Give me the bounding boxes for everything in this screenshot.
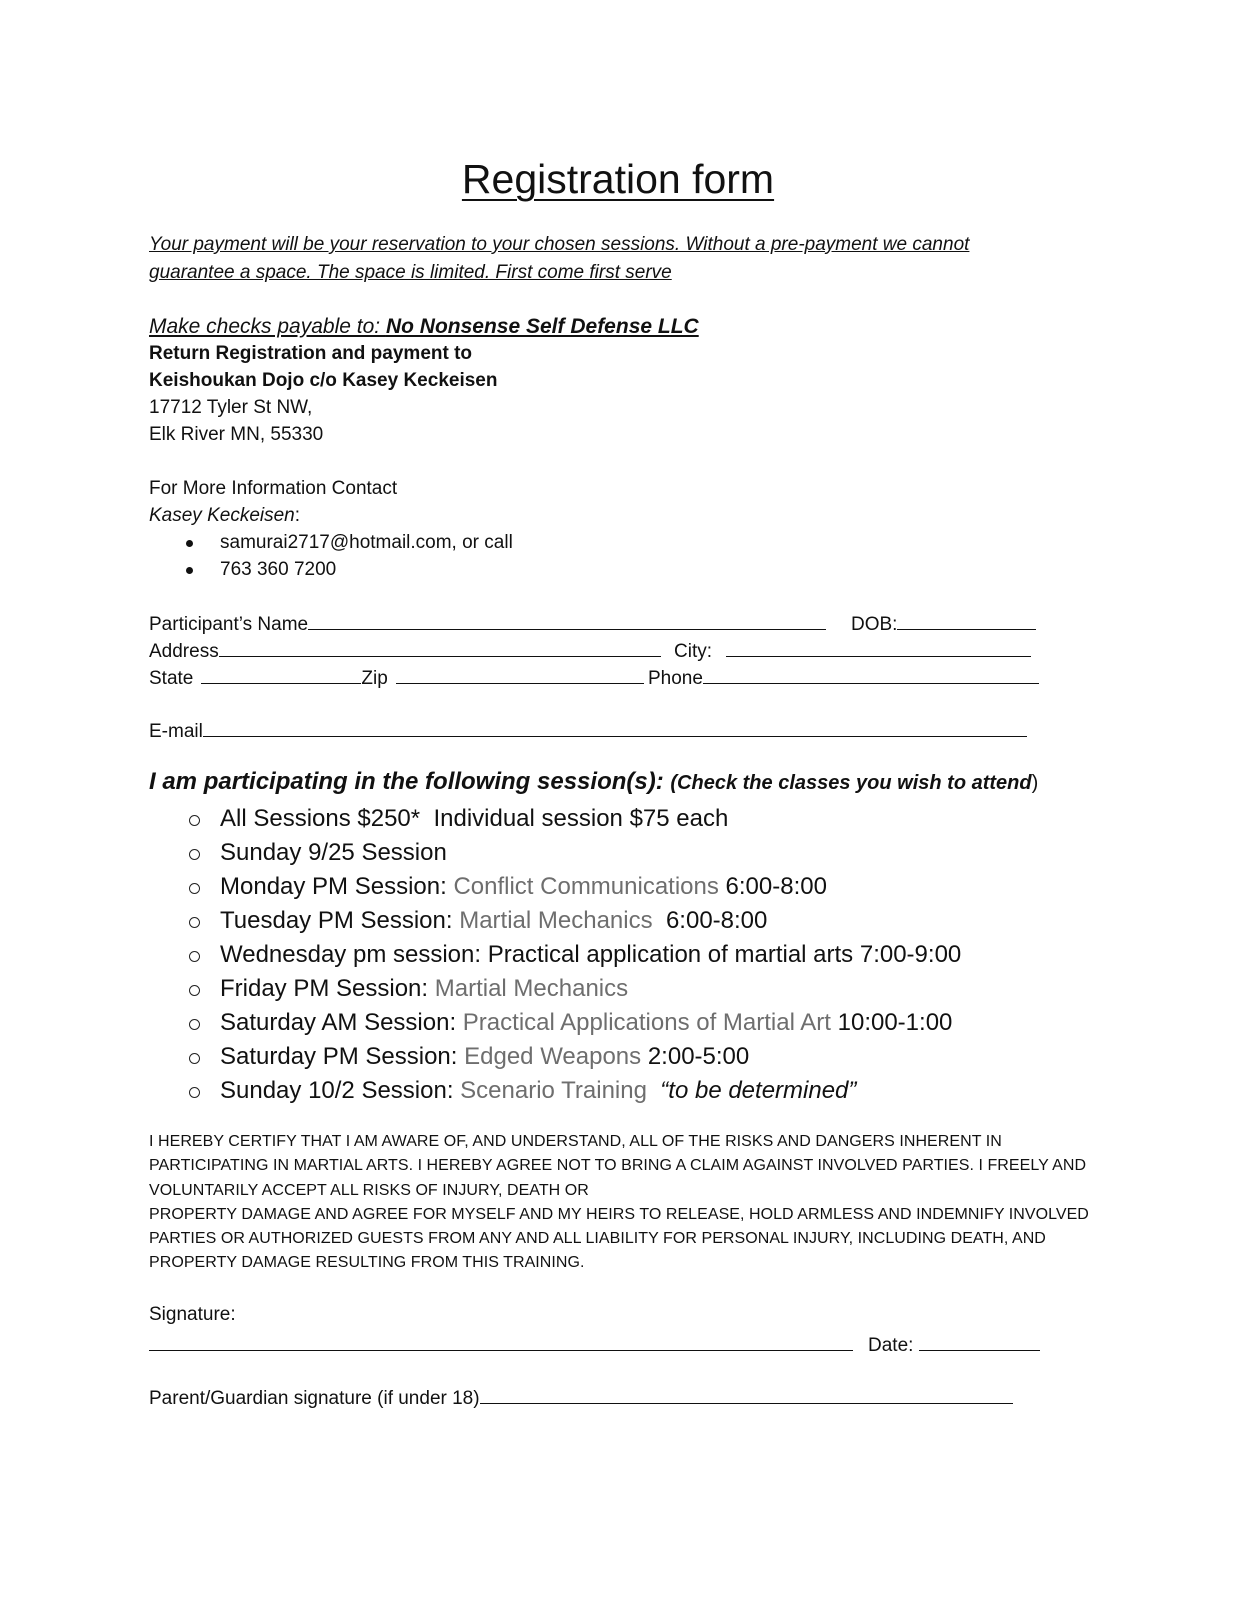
- guardian-label: Parent/Guardian signature (if under 18): [149, 1388, 480, 1409]
- email-field[interactable]: [203, 716, 1027, 737]
- zip-field[interactable]: [396, 663, 644, 684]
- session-label: Sunday 10/2 Session:: [220, 1077, 461, 1104]
- participant-name-row: [149, 609, 826, 638]
- session-label: Saturday AM Session:: [220, 1009, 463, 1036]
- checkbox-circle-icon[interactable]: [189, 849, 200, 860]
- session-label: All Sessions $250* Individual session $75 each: [220, 805, 729, 832]
- session-option[interactable]: [220, 1007, 952, 1039]
- session-option[interactable]: [220, 871, 827, 903]
- bullet-icon: [186, 540, 193, 547]
- waiver-paragraph-2: PROPERTY DAMAGE AND AGREE FOR MYSELF AND MY HEIRS TO RELEASE, HOLD ARMLESS AND INDEMNIFY INVOLVED PARTIES OR AUTHORIZED GUESTS FROM ANY AND ALL LIABILITY FOR PERSONAL INJURY, INCLUDING DEATH, AND PROPERTY DAMAGE RESULTING FROM THIS TRAINING.: [149, 1205, 1089, 1272]
- return-street: 17712 Tyler St NW,: [149, 397, 313, 418]
- city-field[interactable]: [726, 636, 1031, 657]
- signature-field[interactable]: [149, 1330, 853, 1351]
- return-line-2: Keishoukan Dojo c/o Kasey Keckeisen: [149, 370, 498, 391]
- session-time: “to be determined”: [646, 1077, 857, 1104]
- session-topic: Martial Mechanics: [434, 975, 629, 1002]
- phone-label: Phone: [648, 668, 703, 689]
- contact-name: Kasey Keckeisen: [149, 505, 295, 526]
- email-label: E-mail: [149, 721, 203, 742]
- contact-heading: For More Information Contact: [149, 478, 398, 499]
- session-topic: Martial Mechanics: [459, 907, 653, 934]
- checkbox-circle-icon[interactable]: [189, 917, 200, 928]
- checkbox-circle-icon[interactable]: [189, 951, 200, 962]
- address-row: [149, 636, 661, 665]
- session-option[interactable]: [220, 803, 728, 835]
- checkbox-circle-icon[interactable]: [189, 1053, 200, 1064]
- date-label: Date:: [868, 1335, 914, 1356]
- contact-email-line[interactable]: samurai2717@hotmail.com, or call: [220, 532, 513, 553]
- session-topic: Conflict Communications: [453, 873, 719, 900]
- session-time: 6:00-8:00: [652, 907, 768, 934]
- checkbox-circle-icon[interactable]: [189, 1019, 200, 1030]
- date-field[interactable]: [919, 1330, 1040, 1351]
- signature-row: [149, 1330, 853, 1359]
- checkbox-circle-icon[interactable]: [189, 815, 200, 826]
- phone-row: [648, 663, 1039, 692]
- checkbox-circle-icon[interactable]: [189, 883, 200, 894]
- session-label: Tuesday PM Session:: [220, 907, 460, 934]
- checks-payable-line: [149, 313, 699, 341]
- session-label: Saturday PM Session:: [220, 1043, 465, 1070]
- page-title: Registration form: [461, 156, 775, 202]
- guardian-row: [149, 1383, 1013, 1412]
- contact-name-line: [149, 502, 300, 529]
- sessions-close-paren: ): [1031, 772, 1039, 794]
- session-label: Friday PM Session:: [220, 975, 435, 1002]
- contact-colon: :: [294, 505, 301, 526]
- dob-label: DOB:: [851, 614, 898, 635]
- contact-phone[interactable]: 763 360 7200: [220, 559, 337, 580]
- session-option[interactable]: [220, 973, 628, 1005]
- checks-prefix: Make checks payable to:: [149, 315, 386, 338]
- bullet-icon: [186, 567, 193, 574]
- guardian-signature-field[interactable]: [480, 1383, 1013, 1404]
- dob-row: [851, 609, 1036, 638]
- return-line-1: Return Registration and payment to: [149, 343, 473, 364]
- dob-field[interactable]: [897, 609, 1036, 630]
- session-time: 2:00-5:00: [641, 1043, 750, 1070]
- session-option[interactable]: [220, 1041, 749, 1073]
- session-topic: Scenario Training: [460, 1077, 647, 1104]
- email-row: [149, 716, 1027, 745]
- sessions-subheading: (Check the classes you wish to attend: [670, 772, 1032, 794]
- session-label: Wednesday pm session: Practical application of martial arts 7:00-9:00: [220, 941, 962, 968]
- state-label: State: [149, 668, 194, 689]
- state-zip-row: [149, 663, 644, 692]
- session-option[interactable]: [220, 1075, 856, 1107]
- sessions-heading: I am participating in the following session(s):: [149, 768, 664, 795]
- address-label: Address: [149, 641, 219, 662]
- session-topic: Practical Applications of Martial Art: [462, 1009, 831, 1036]
- session-label: Monday PM Session:: [220, 873, 454, 900]
- phone-field[interactable]: [703, 663, 1039, 684]
- session-time: 6:00-8:00: [718, 873, 827, 900]
- zip-label: Zip: [361, 668, 388, 689]
- waiver-text: [149, 1130, 1089, 1276]
- session-time: 10:00-1:00: [830, 1009, 953, 1036]
- state-field[interactable]: [201, 663, 361, 684]
- address-field[interactable]: [219, 636, 661, 657]
- return-city: Elk River MN, 55330: [149, 424, 324, 445]
- city-row: [674, 636, 1031, 665]
- session-label: Sunday 9/25 Session: [220, 839, 447, 866]
- participant-name-label: Participant’s Name: [149, 614, 309, 635]
- session-topic: Edged Weapons: [464, 1043, 642, 1070]
- signature-label: Signature:: [149, 1304, 236, 1325]
- session-option[interactable]: [220, 905, 767, 937]
- sessions-heading-row: [149, 766, 1038, 799]
- session-option[interactable]: [220, 939, 961, 971]
- session-option[interactable]: [220, 837, 447, 869]
- checkbox-circle-icon[interactable]: [189, 1087, 200, 1098]
- payment-notice: Your payment will be your reservation to your chosen sessions. Without a pre-payment we cannot guarantee a space. The space is limited. First come first serve: [149, 234, 970, 283]
- participant-name-field[interactable]: [308, 609, 826, 630]
- checkbox-circle-icon[interactable]: [189, 985, 200, 996]
- checks-payee: No Nonsense Self Defense LLC: [385, 315, 699, 338]
- waiver-paragraph-1: I HEREBY CERTIFY THAT I AM AWARE OF, AND UNDERSTAND, ALL OF THE RISKS AND DANGERS INHERENT IN PARTICIPATING IN MARTIAL ARTS. I HEREBY AGREE NOT TO BRING A CLAIM AGAINST INVOLVED PARTIES. I FREELY AND VOLUNTARILY ACCEPT ALL RISKS OF INJURY, DEATH OR: [149, 1133, 1087, 1199]
- city-label: City:: [674, 641, 712, 662]
- date-row: [868, 1330, 1040, 1359]
